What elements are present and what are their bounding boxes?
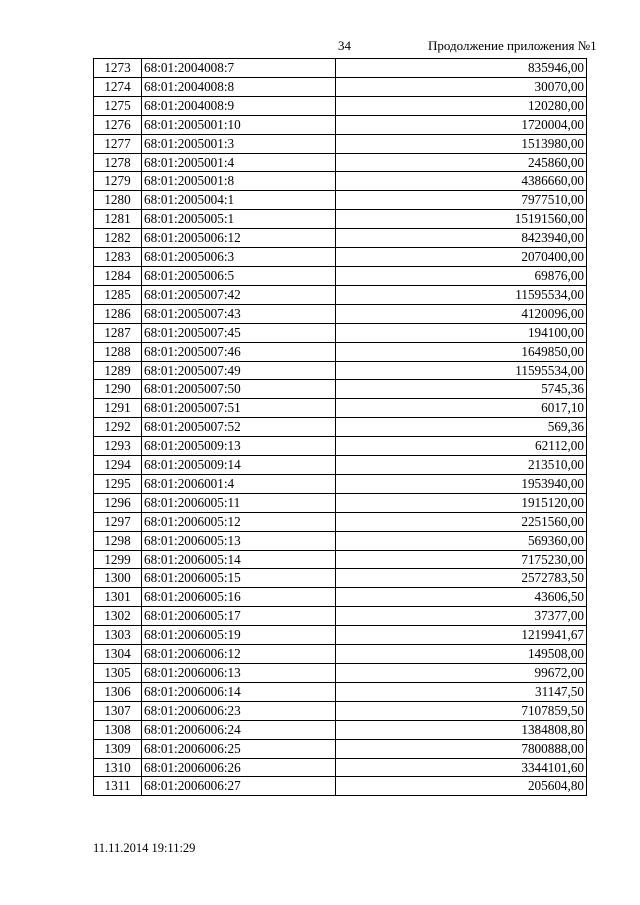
cadastral-number: 68:01:2006005:17 [142,607,336,626]
cadastral-value: 31147,50 [336,682,587,701]
table-row [94,456,587,475]
table-row [94,474,587,493]
cadastral-value: 43606,50 [336,588,587,607]
cadastral-value: 1953940,00 [336,474,587,493]
table-row [94,59,587,78]
row-number: 1295 [94,474,142,493]
table-row [94,191,587,210]
cadastral-value: 194100,00 [336,323,587,342]
table-row [94,96,587,115]
cadastral-value: 1720004,00 [336,115,587,134]
table-row [94,115,587,134]
cadastral-number: 68:01:2006005:13 [142,531,336,550]
cadastral-value: 5745,36 [336,380,587,399]
cadastral-value: 149508,00 [336,645,587,664]
row-number: 1274 [94,77,142,96]
table-row [94,285,587,304]
table-row [94,777,587,796]
cadastral-number: 68:01:2006006:24 [142,720,336,739]
table-row [94,134,587,153]
table-row [94,380,587,399]
row-number: 1297 [94,512,142,531]
cadastral-value: 99672,00 [336,664,587,683]
table-row [94,645,587,664]
row-number: 1311 [94,777,142,796]
table-row [94,607,587,626]
cadastral-value: 1649850,00 [336,342,587,361]
table-row [94,266,587,285]
cadastral-value: 4386660,00 [336,172,587,191]
row-number: 1279 [94,172,142,191]
table-row [94,682,587,701]
cadastral-value: 245860,00 [336,153,587,172]
row-number: 1282 [94,229,142,248]
row-number: 1294 [94,456,142,475]
row-number: 1290 [94,380,142,399]
row-number: 1284 [94,266,142,285]
row-number: 1302 [94,607,142,626]
row-number: 1276 [94,115,142,134]
cadastral-value: 835946,00 [336,59,587,78]
row-number: 1273 [94,59,142,78]
cadastral-number: 68:01:2006006:12 [142,645,336,664]
cadastral-number: 68:01:2005007:51 [142,399,336,418]
row-number: 1281 [94,210,142,229]
row-number: 1300 [94,569,142,588]
cadastral-value: 7977510,00 [336,191,587,210]
table-row [94,172,587,191]
table-row [94,229,587,248]
cadastral-number: 68:01:2005007:45 [142,323,336,342]
row-number: 1301 [94,588,142,607]
cadastral-number: 68:01:2005007:50 [142,380,336,399]
table-body [94,59,587,796]
appendix-continuation-title: Продолжение приложения №1 [428,38,597,53]
cadastral-value: 7800888,00 [336,739,587,758]
row-number: 1308 [94,720,142,739]
table-row [94,248,587,267]
cadastral-value: 7107859,50 [336,701,587,720]
cadastral-number: 68:01:2006006:14 [142,682,336,701]
cadastral-value: 30070,00 [336,77,587,96]
table-row [94,588,587,607]
cadastral-number: 68:01:2006005:14 [142,550,336,569]
cadastral-number: 68:01:2006005:12 [142,512,336,531]
cadastral-value: 569,36 [336,418,587,437]
table-row [94,720,587,739]
table-row [94,361,587,380]
cadastral-value: 1384808,80 [336,720,587,739]
table-row [94,493,587,512]
cadastral-number: 68:01:2005001:8 [142,172,336,191]
row-number: 1310 [94,758,142,777]
cadastral-number: 68:01:2004008:7 [142,59,336,78]
row-number: 1299 [94,550,142,569]
cadastral-number: 68:01:2005004:1 [142,191,336,210]
row-number: 1291 [94,399,142,418]
cadastral-number: 68:01:2005007:42 [142,285,336,304]
cadastral-number: 68:01:2006005:15 [142,569,336,588]
cadastral-number: 68:01:2005009:13 [142,437,336,456]
cadastral-value: 1915120,00 [336,493,587,512]
row-number: 1289 [94,361,142,380]
cadastral-number: 68:01:2006001:4 [142,474,336,493]
table-row [94,342,587,361]
row-number: 1283 [94,248,142,267]
table-row [94,550,587,569]
row-number: 1307 [94,701,142,720]
table-row [94,664,587,683]
cadastral-value: 37377,00 [336,607,587,626]
cadastral-number: 68:01:2006006:23 [142,701,336,720]
cadastral-number: 68:01:2005007:52 [142,418,336,437]
cadastral-value: 2572783,50 [336,569,587,588]
cadastral-value: 15191560,00 [336,210,587,229]
cadastral-number: 68:01:2005006:3 [142,248,336,267]
row-number: 1298 [94,531,142,550]
cadastral-number: 68:01:2006006:26 [142,758,336,777]
cadastral-number: 68:01:2005001:10 [142,115,336,134]
row-number: 1285 [94,285,142,304]
cadastral-number: 68:01:2005001:4 [142,153,336,172]
cadastral-value: 1219941,67 [336,626,587,645]
table-row [94,437,587,456]
cadastral-number: 68:01:2006005:16 [142,588,336,607]
cadastral-number: 68:01:2005007:46 [142,342,336,361]
cadastral-value-table [93,58,587,796]
cadastral-value: 213510,00 [336,456,587,475]
table-row [94,418,587,437]
cadastral-value: 120280,00 [336,96,587,115]
cadastral-number: 68:01:2006006:13 [142,664,336,683]
row-number: 1303 [94,626,142,645]
cadastral-number: 68:01:2004008:8 [142,77,336,96]
row-number: 1293 [94,437,142,456]
row-number: 1286 [94,304,142,323]
cadastral-value: 11595534,00 [336,361,587,380]
row-number: 1278 [94,153,142,172]
cadastral-value: 69876,00 [336,266,587,285]
table-row [94,77,587,96]
row-number: 1288 [94,342,142,361]
row-number: 1292 [94,418,142,437]
cadastral-value: 11595534,00 [336,285,587,304]
cadastral-value: 2251560,00 [336,512,587,531]
cadastral-number: 68:01:2005005:1 [142,210,336,229]
cadastral-number: 68:01:2006005:11 [142,493,336,512]
cadastral-number: 68:01:2006005:19 [142,626,336,645]
row-number: 1306 [94,682,142,701]
table-row [94,739,587,758]
cadastral-value: 1513980,00 [336,134,587,153]
row-number: 1304 [94,645,142,664]
row-number: 1296 [94,493,142,512]
table-row [94,153,587,172]
row-number: 1287 [94,323,142,342]
table-row [94,210,587,229]
row-number: 1305 [94,664,142,683]
table-row [94,304,587,323]
table-row [94,758,587,777]
cadastral-value: 2070400,00 [336,248,587,267]
row-number: 1309 [94,739,142,758]
cadastral-number: 68:01:2005009:14 [142,456,336,475]
row-number: 1275 [94,96,142,115]
cadastral-number: 68:01:2005001:3 [142,134,336,153]
cadastral-number: 68:01:2005007:43 [142,304,336,323]
cadastral-value: 8423940,00 [336,229,587,248]
row-number: 1277 [94,134,142,153]
row-number: 1280 [94,191,142,210]
table-row [94,569,587,588]
print-timestamp: 11.11.2014 19:11:29 [93,841,196,855]
cadastral-number: 68:01:2005006:12 [142,229,336,248]
table-row [94,531,587,550]
cadastral-number: 68:01:2006006:25 [142,739,336,758]
table-row [94,701,587,720]
cadastral-value: 6017,10 [336,399,587,418]
table-row [94,399,587,418]
cadastral-value: 3344101,60 [336,758,587,777]
cadastral-value: 4120096,00 [336,304,587,323]
cadastral-number: 68:01:2005006:5 [142,266,336,285]
table-row [94,626,587,645]
cadastral-value: 205604,80 [336,777,587,796]
cadastral-value: 569360,00 [336,531,587,550]
cadastral-value: 7175230,00 [336,550,587,569]
cadastral-value: 62112,00 [336,437,587,456]
table-row [94,323,587,342]
page-number: 34 [338,38,351,53]
table-row [94,512,587,531]
cadastral-number: 68:01:2004008:9 [142,96,336,115]
cadastral-number: 68:01:2006006:27 [142,777,336,796]
cadastral-number: 68:01:2005007:49 [142,361,336,380]
